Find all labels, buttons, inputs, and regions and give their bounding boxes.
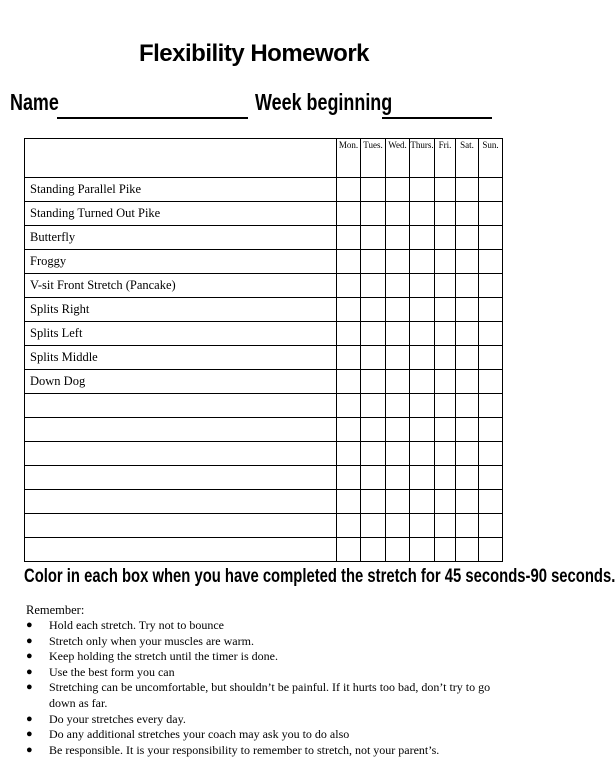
bullet-icon: ●	[26, 665, 33, 678]
day-checkbox-cell[interactable]	[337, 370, 361, 394]
table-row	[25, 466, 503, 490]
day-checkbox-cell[interactable]	[386, 274, 410, 298]
list-item-text: Be responsible. It is your responsibility to remember to stretch, not your parent’s.	[49, 742, 440, 757]
table-row	[25, 202, 503, 226]
day-checkbox-cell[interactable]	[386, 226, 410, 250]
day-checkbox-cell[interactable]	[410, 442, 435, 466]
day-checkbox-cell[interactable]	[386, 322, 410, 346]
list-item-text: Hold each stretch. Try not to bounce	[49, 618, 224, 632]
day-checkbox-cell[interactable]	[361, 370, 386, 394]
day-checkbox-cell[interactable]	[435, 514, 456, 538]
day-checkbox-cell[interactable]	[479, 538, 503, 562]
day-header: Sat.	[456, 139, 479, 178]
day-checkbox-cell[interactable]	[361, 226, 386, 250]
table-row	[25, 490, 503, 514]
day-checkbox-cell[interactable]	[337, 274, 361, 298]
page-title: Flexibility Homework	[138, 40, 370, 67]
day-header: Sun.	[479, 139, 503, 178]
list-item-text: Keep holding the stretch until the timer is done.	[49, 649, 278, 664]
day-checkbox-cell[interactable]	[386, 442, 410, 466]
day-header: Thurs.	[410, 139, 435, 178]
day-checkbox-cell[interactable]	[435, 466, 456, 490]
day-checkbox-cell[interactable]	[435, 298, 456, 322]
day-header: Wed.	[386, 139, 410, 178]
exercise-name	[25, 466, 337, 490]
day-checkbox-cell[interactable]	[386, 514, 410, 538]
exercise-name: Froggy	[25, 250, 337, 274]
name-week-line	[10, 89, 500, 123]
table-row	[25, 298, 503, 322]
day-checkbox-cell[interactable]	[435, 442, 456, 466]
day-checkbox-cell[interactable]	[337, 250, 361, 274]
day-checkbox-cell[interactable]	[435, 202, 456, 226]
day-checkbox-cell[interactable]	[410, 274, 435, 298]
bullet-icon: ●	[26, 619, 33, 631]
day-checkbox-cell[interactable]	[435, 178, 456, 202]
remember-heading: Remember:	[26, 603, 85, 617]
day-checkbox-cell[interactable]	[337, 418, 361, 442]
day-checkbox-cell[interactable]	[337, 490, 361, 514]
list-item	[24, 649, 494, 665]
day-checkbox-cell[interactable]	[386, 466, 410, 490]
list-item	[24, 727, 494, 743]
exercise-name	[25, 490, 337, 514]
day-checkbox-cell[interactable]	[410, 490, 435, 514]
week-blank[interactable]	[382, 117, 492, 119]
list-item	[24, 634, 494, 650]
exercise-name	[25, 442, 337, 466]
day-checkbox-cell[interactable]	[386, 178, 410, 202]
table-row	[25, 442, 503, 466]
day-checkbox-cell[interactable]	[456, 442, 479, 466]
day-checkbox-cell[interactable]	[479, 490, 503, 514]
exercise-name: Down Dog	[25, 370, 337, 394]
day-checkbox-cell[interactable]	[361, 514, 386, 538]
table-header-row	[25, 139, 503, 178]
day-checkbox-cell[interactable]	[361, 442, 386, 466]
exercise-header	[25, 139, 337, 178]
exercise-name: Standing Parallel Pike	[25, 178, 337, 202]
table-row	[25, 274, 503, 298]
day-checkbox-cell[interactable]	[479, 178, 503, 202]
day-checkbox-cell[interactable]	[386, 346, 410, 370]
list-item	[24, 680, 494, 711]
day-checkbox-cell[interactable]	[435, 250, 456, 274]
day-checkbox-cell[interactable]	[479, 202, 503, 226]
day-checkbox-cell[interactable]	[386, 418, 410, 442]
day-checkbox-cell[interactable]	[386, 370, 410, 394]
day-checkbox-cell[interactable]	[435, 370, 456, 394]
day-checkbox-cell[interactable]	[337, 226, 361, 250]
day-checkbox-cell[interactable]	[410, 394, 435, 418]
stretch-tracking-table	[24, 138, 503, 562]
day-checkbox-cell[interactable]	[337, 538, 361, 562]
list-item-text: Do your stretches every day.	[49, 711, 186, 726]
day-checkbox-cell[interactable]	[410, 322, 435, 346]
day-checkbox-cell[interactable]	[361, 322, 386, 346]
day-checkbox-cell[interactable]	[410, 466, 435, 490]
bullet-icon: ●	[26, 728, 33, 741]
day-checkbox-cell[interactable]	[386, 490, 410, 514]
bullet-icon: ●	[26, 681, 33, 694]
day-checkbox-cell[interactable]	[479, 370, 503, 394]
day-checkbox-cell[interactable]	[479, 514, 503, 538]
day-checkbox-cell[interactable]	[410, 298, 435, 322]
bullet-icon: ●	[26, 650, 33, 663]
day-checkbox-cell[interactable]	[410, 202, 435, 226]
day-checkbox-cell[interactable]	[337, 394, 361, 418]
day-checkbox-cell[interactable]	[361, 250, 386, 274]
day-checkbox-cell[interactable]	[435, 346, 456, 370]
list-item	[24, 743, 494, 759]
day-checkbox-cell[interactable]	[337, 298, 361, 322]
list-item-text: Use the best form you can	[49, 664, 175, 679]
day-checkbox-cell[interactable]	[456, 394, 479, 418]
day-checkbox-cell[interactable]	[361, 178, 386, 202]
day-checkbox-cell[interactable]	[456, 202, 479, 226]
day-checkbox-cell[interactable]	[386, 250, 410, 274]
day-checkbox-cell[interactable]	[479, 226, 503, 250]
instruction-text: Color in each box when you have completed the stretch for 45 seconds-90 seconds.	[24, 566, 615, 587]
day-checkbox-cell[interactable]	[456, 490, 479, 514]
day-checkbox-cell[interactable]	[456, 514, 479, 538]
table-row	[25, 178, 503, 202]
bullet-icon: ●	[26, 712, 33, 725]
day-checkbox-cell[interactable]	[410, 538, 435, 562]
day-checkbox-cell[interactable]	[479, 298, 503, 322]
day-checkbox-cell[interactable]	[456, 322, 479, 346]
day-checkbox-cell[interactable]	[361, 274, 386, 298]
exercise-name	[25, 514, 337, 538]
week-beginning-label: Week beginning	[255, 89, 393, 115]
day-checkbox-cell[interactable]	[435, 394, 456, 418]
table-row	[25, 322, 503, 346]
table-row	[25, 250, 503, 274]
day-header: Fri.	[435, 139, 456, 178]
day-checkbox-cell[interactable]	[337, 466, 361, 490]
exercise-name	[25, 538, 337, 562]
day-checkbox-cell[interactable]	[361, 298, 386, 322]
name-blank[interactable]	[57, 117, 248, 119]
day-checkbox-cell[interactable]	[479, 250, 503, 274]
day-checkbox-cell[interactable]	[456, 226, 479, 250]
exercise-name	[25, 418, 337, 442]
bullet-icon: ●	[26, 743, 33, 756]
day-checkbox-cell[interactable]	[456, 274, 479, 298]
table-row	[25, 418, 503, 442]
day-checkbox-cell[interactable]	[435, 274, 456, 298]
day-checkbox-cell[interactable]	[479, 418, 503, 442]
day-checkbox-cell[interactable]	[456, 370, 479, 394]
day-checkbox-cell[interactable]	[386, 538, 410, 562]
exercise-name	[25, 394, 337, 418]
list-item-text: Do any additional stretches your coach may ask you to do also	[49, 727, 350, 742]
day-checkbox-cell[interactable]	[337, 322, 361, 346]
day-checkbox-cell[interactable]	[337, 514, 361, 538]
exercise-name: Splits Right	[25, 298, 337, 322]
day-checkbox-cell[interactable]	[361, 418, 386, 442]
day-checkbox-cell[interactable]	[386, 202, 410, 226]
day-checkbox-cell[interactable]	[361, 346, 386, 370]
day-checkbox-cell[interactable]	[361, 490, 386, 514]
day-checkbox-cell[interactable]	[456, 466, 479, 490]
exercise-name: Butterfly	[25, 226, 337, 250]
day-checkbox-cell[interactable]	[410, 514, 435, 538]
day-checkbox-cell[interactable]	[361, 394, 386, 418]
day-checkbox-cell[interactable]	[456, 298, 479, 322]
day-checkbox-cell[interactable]	[337, 346, 361, 370]
day-checkbox-cell[interactable]	[337, 442, 361, 466]
list-item	[24, 618, 494, 634]
day-checkbox-cell[interactable]	[337, 178, 361, 202]
remember-list	[24, 618, 494, 758]
bullet-icon: ●	[26, 634, 33, 647]
day-checkbox-cell[interactable]	[456, 178, 479, 202]
day-checkbox-cell[interactable]	[410, 250, 435, 274]
day-checkbox-cell[interactable]	[435, 490, 456, 514]
day-checkbox-cell[interactable]	[479, 346, 503, 370]
day-checkbox-cell[interactable]	[456, 346, 479, 370]
exercise-name: Splits Middle	[25, 346, 337, 370]
day-checkbox-cell[interactable]	[479, 274, 503, 298]
day-checkbox-cell[interactable]	[361, 202, 386, 226]
day-checkbox-cell[interactable]	[456, 250, 479, 274]
day-checkbox-cell[interactable]	[435, 226, 456, 250]
list-item	[24, 665, 494, 681]
day-checkbox-cell[interactable]	[410, 370, 435, 394]
day-checkbox-cell[interactable]	[479, 322, 503, 346]
exercise-name: Standing Turned Out Pike	[25, 202, 337, 226]
list-item-text: Stretch only when your muscles are warm.	[49, 633, 254, 648]
day-checkbox-cell[interactable]	[410, 226, 435, 250]
day-checkbox-cell[interactable]	[361, 538, 386, 562]
table-row	[25, 370, 503, 394]
day-checkbox-cell[interactable]	[386, 298, 410, 322]
list-item	[24, 712, 494, 728]
table-row	[25, 346, 503, 370]
table-row	[25, 394, 503, 418]
table-row	[25, 226, 503, 250]
day-checkbox-cell[interactable]	[479, 442, 503, 466]
table-row	[25, 514, 503, 538]
day-checkbox-cell[interactable]	[410, 178, 435, 202]
day-checkbox-cell[interactable]	[435, 322, 456, 346]
day-checkbox-cell[interactable]	[386, 394, 410, 418]
day-checkbox-cell[interactable]	[410, 346, 435, 370]
name-label: Name	[10, 89, 59, 115]
day-checkbox-cell[interactable]	[410, 418, 435, 442]
day-checkbox-cell[interactable]	[337, 202, 361, 226]
day-checkbox-cell[interactable]	[456, 538, 479, 562]
day-checkbox-cell[interactable]	[456, 418, 479, 442]
day-checkbox-cell[interactable]	[435, 418, 456, 442]
day-header: Tues.	[361, 139, 386, 178]
exercise-name: Splits Left	[25, 322, 337, 346]
exercise-name: V-sit Front Stretch (Pancake)	[25, 274, 337, 298]
day-checkbox-cell[interactable]	[479, 394, 503, 418]
day-checkbox-cell[interactable]	[435, 538, 456, 562]
table-row	[25, 538, 503, 562]
day-header: Mon.	[337, 139, 361, 178]
day-checkbox-cell[interactable]	[361, 466, 386, 490]
list-item-text: Stretching can be uncomfortable, but shouldn’t be painful. If it hurts too bad, don’t try to go down as far.	[49, 680, 491, 710]
day-checkbox-cell[interactable]	[479, 466, 503, 490]
